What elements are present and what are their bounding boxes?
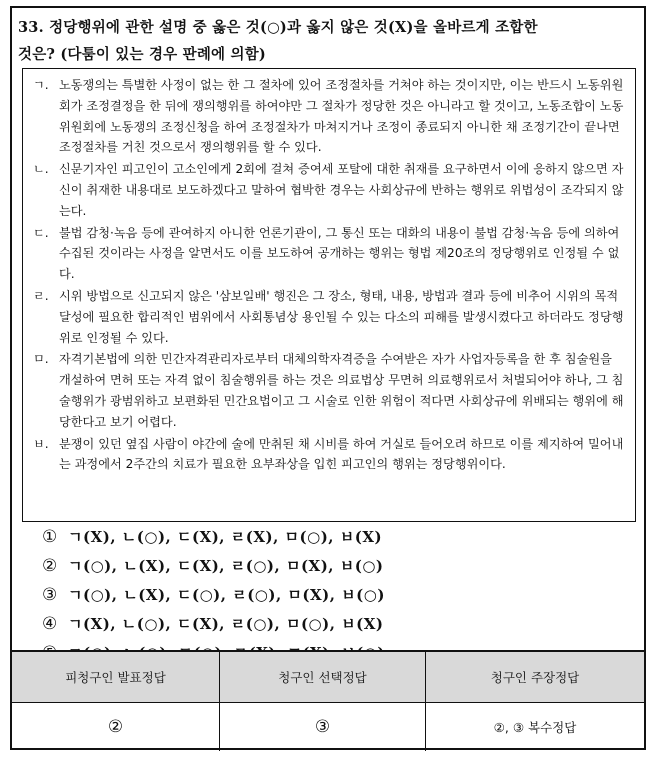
statement-marker: ㄷ. — [33, 225, 49, 240]
answer-option-4[interactable] — [42, 609, 642, 638]
question-line-2: 것은? (다툼이 있는 경우 판례에 의함) — [18, 46, 266, 63]
statements-box — [22, 68, 636, 522]
statement-marker: ㅁ. — [33, 352, 49, 367]
option-number: ④ — [42, 613, 58, 634]
header-selected-answer: 청구인 선택정답 — [220, 652, 426, 702]
selected-answer-value: ③ — [220, 703, 426, 751]
option-text: ㄱ(X), ㄴ(○), ㄷ(X), ㄹ(X), ㅁ(○), ㅂ(X) — [68, 528, 383, 546]
statement-marker: ㅂ. — [33, 436, 49, 451]
statement-text: 불법 감청·녹음 등에 관여하지 아니한 언론기관이, 그 통신 또는 대화의 내용이 불법 감청·녹음 등에 의하여 수집된 것이라는 사정을 알면서도 이를 보도하여 공개하는 행위는 형법 제20조의 정당행위로 인정될 수 없다. — [59, 225, 620, 282]
option-number: ① — [42, 526, 58, 547]
statement-marker: ㄹ. — [33, 288, 49, 303]
statement-item — [33, 75, 627, 158]
statement-item — [33, 434, 627, 476]
statement-text: 시위 방법으로 신고되지 않은 '삼보일배' 행진은 그 장소, 형태, 내용, 방법과 결과 등에 비추어 시위의 목적 달성에 필요한 합리적인 범위에서 사회통념상 용인될 수 있는 다소의 피해를 발생시켰다고 하더라도 정당행위로 인정될 수 있다. — [59, 288, 624, 345]
statement-text: 신문기자인 피고인이 고소인에게 2회에 걸쳐 증여세 포탈에 대한 취재를 요구하면서 이에 응하지 않으면 자신이 취재한 내용대로 보도하겠다고 말하여 협박한 경우는 사회상규에 반하는 행위로 위법성이 조각되지 않는다. — [59, 162, 624, 218]
answer-options — [42, 522, 642, 667]
statement-item — [33, 159, 627, 221]
answer-table-value-row — [12, 703, 644, 751]
claimed-answer-value: ②, ③ 복수정답 — [493, 720, 577, 735]
question-line-1: 33. 정당행위에 관한 설명 중 옳은 것(○)과 옳지 않은 것(X)을 올바르게 조합한 — [18, 19, 538, 36]
statement-text: 분쟁이 있던 옆집 사람이 야간에 술에 만취된 채 시비를 하여 거실로 들어오려 하므로 이를 제지하여 밀어내는 과정에서 2주간의 치료가 필요한 요부좌상을 입힌 피고인의 행위는 정당행위이다. — [59, 436, 624, 472]
option-number: ③ — [42, 584, 58, 605]
statement-item — [33, 223, 627, 285]
statement-text: 노동쟁의는 특별한 사정이 없는 한 그 절차에 있어 조정절차를 거쳐야 하는 것이지만, 이는 반드시 노동위원회가 조정결정을 한 뒤에 쟁의행위를 하여야만 그 절차가 정당한 것은 아니라고 할 것이고, 노동조합이 노동위원회에 노동쟁의 조정신청을 하여 조정절차가 마쳐지거나 조정이 종료되지 아니한 채 조정기간이 끝나면 조정절차를 거친 것으로서 쟁의행위를 할 수 있다. — [59, 78, 624, 155]
option-text: ㄱ(○), ㄴ(X), ㄷ(○), ㄹ(○), ㅁ(X), ㅂ(○) — [68, 586, 385, 604]
statement-item — [33, 349, 627, 432]
answer-option-1[interactable] — [42, 522, 642, 551]
answer-table — [12, 650, 644, 750]
answer-table-header-row — [12, 652, 644, 703]
header-published-answer: 피청구인 발표정답 — [12, 652, 220, 702]
statement-text: 자격기본법에 의한 민간자격관리자로부터 대체의학자격증을 수여받은 자가 사업자등록을 한 후 침술원을 개설하여 면허 또는 자격 없이 침술행위를 하는 것은 의료법상 무면허 의료행위로서 처벌되어야 하나, 그 침술행위가 광범위하고 보편화된 민간요법이고 그 시술로 인한 위험이 적다면 사회상규에 위배되는 행위에 해당한다고 보기 어렵다. — [59, 352, 624, 429]
answer-option-2[interactable] — [42, 551, 642, 580]
question-stem — [18, 14, 638, 68]
statement-item — [33, 286, 627, 348]
option-number: ② — [42, 555, 58, 576]
published-answer-value: ② — [12, 703, 220, 751]
option-text: ㄱ(X), ㄴ(○), ㄷ(X), ㄹ(○), ㅁ(○), ㅂ(X) — [68, 615, 384, 633]
statement-marker: ㄴ. — [33, 162, 49, 177]
question-card — [10, 6, 646, 750]
answer-option-3[interactable] — [42, 580, 642, 609]
option-text: ㄱ(○), ㄴ(X), ㄷ(X), ㄹ(○), ㅁ(X), ㅂ(○) — [68, 557, 384, 575]
header-claimed-answer: 청구인 주장정답 — [490, 670, 580, 685]
statement-marker: ㄱ. — [33, 78, 49, 92]
